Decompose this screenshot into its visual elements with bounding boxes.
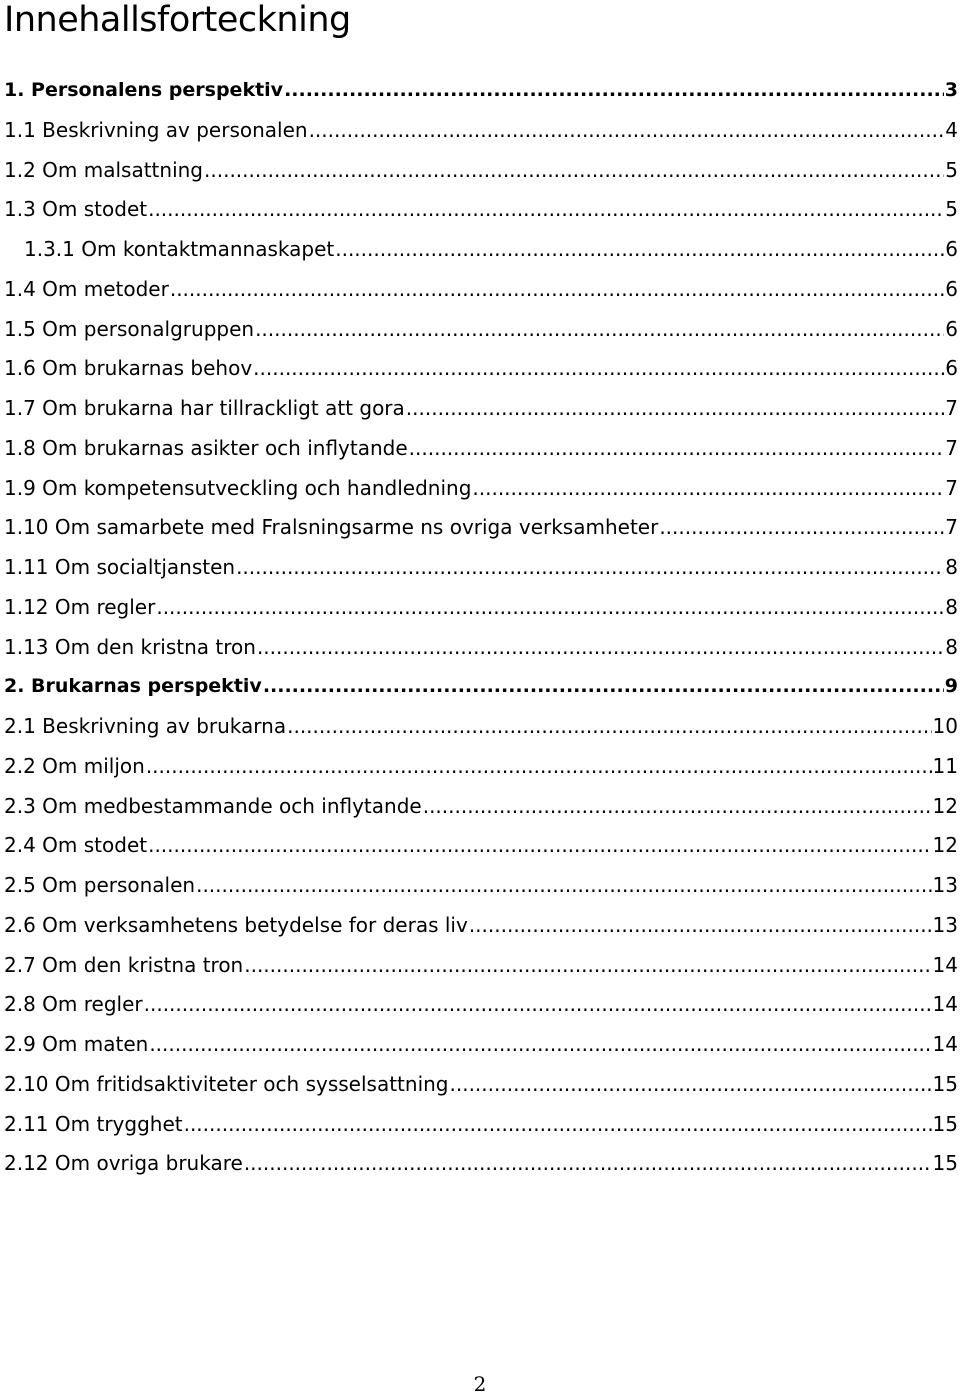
toc-entry-label: 1.7 Om brukarna har tillrackligt att gora [4, 396, 405, 420]
toc-entry-label: 1.1 Beskrivning av personalen [4, 117, 308, 142]
toc-entry-label: 2.10 Om fritidsaktiviteter och sysselsattning [4, 1071, 449, 1096]
toc-entry[interactable] [4, 349, 958, 389]
toc-entry-label: 1.6 Om brukarnas behov [4, 356, 253, 381]
toc-entry[interactable] [4, 588, 958, 628]
toc-entry-page: 3 [944, 79, 958, 101]
toc-dot-leader [472, 469, 944, 509]
toc-entry-page: 5 [945, 197, 958, 222]
toc-entry-page: 6 [945, 237, 958, 261]
toc-entry[interactable] [4, 389, 958, 429]
toc-entry-label: 2.4 Om stodet [4, 833, 148, 858]
toc-entry-label: 1.12 Om regler [4, 594, 156, 619]
toc-entry[interactable] [4, 190, 958, 230]
toc-entry-label: 2.7 Om den kristna tron [4, 952, 244, 977]
toc-entry-page: 6 [945, 276, 958, 301]
toc-entry-label: 1.5 Om personalgruppen [4, 316, 255, 341]
toc-entry[interactable] [4, 1105, 958, 1145]
toc-dot-leader [144, 985, 932, 1025]
toc-dot-leader [255, 310, 944, 350]
toc-entry-page: 7 [945, 475, 958, 500]
toc-dot-leader [284, 71, 944, 111]
toc-entry-page: 8 [945, 634, 958, 659]
toc-entry-label: 1.4 Om metoder [4, 276, 169, 301]
toc-dot-leader [244, 946, 931, 986]
toc-entry-label: 2.8 Om regler [4, 992, 143, 1017]
toc-dot-leader [244, 1144, 932, 1184]
toc-dot-leader [406, 389, 944, 429]
toc-dot-leader [335, 230, 944, 270]
page-number: 2 [473, 1372, 487, 1396]
toc-entry[interactable] [4, 1025, 958, 1065]
toc-entry-label: 1.3.1 Om kontaktmannaskapet [24, 237, 335, 261]
toc-entry-label: 2.11 Om trygghet [4, 1111, 183, 1136]
toc-entry-page: 11 [932, 753, 958, 778]
toc-dot-leader [184, 1105, 932, 1145]
toc-entry-label: 2.5 Om personalen [4, 873, 196, 897]
toc-dot-leader [156, 588, 944, 628]
toc-entry-label: 2.1 Beskrivning av brukarna [4, 714, 287, 738]
toc-entry-page: 8 [945, 555, 958, 579]
toc-dot-leader [236, 548, 944, 588]
toc-entry[interactable] [4, 1144, 958, 1184]
toc-dot-leader [450, 1065, 932, 1105]
toc-entry-page: 15 [932, 1111, 958, 1136]
toc-entry-page: 4 [945, 117, 958, 142]
toc-entry[interactable] [4, 429, 958, 469]
toc-dot-leader [204, 151, 944, 191]
toc-entry[interactable] [4, 826, 958, 866]
toc-entry-label: 1.13 Om den kristna tron [4, 634, 256, 659]
toc-entry[interactable] [4, 707, 958, 747]
toc-dot-leader [149, 1025, 931, 1065]
toc-dot-leader [146, 747, 932, 787]
page-title: Innehallsforteckning [4, 0, 351, 40]
toc-entry-label: 2.9 Om maten [4, 1032, 149, 1056]
toc-entry-page: 15 [932, 1151, 958, 1176]
toc-entry[interactable] [4, 667, 958, 707]
toc-entry-page: 14 [932, 952, 958, 977]
toc-entry-page: 14 [932, 1032, 958, 1056]
toc-entry-page: 15 [932, 1071, 958, 1096]
toc-entry-page: 7 [945, 515, 958, 540]
toc-entry-page: 5 [945, 157, 958, 182]
toc-entry-label: 1.2 Om malsattning [4, 157, 204, 182]
toc-entry-page: 8 [945, 594, 958, 619]
toc-entry-label: 1. Personalens perspektiv [4, 79, 284, 101]
toc-entry[interactable] [4, 548, 958, 588]
toc-entry-page: 13 [932, 873, 958, 897]
toc-entry-label: 1.9 Om kompetensutveckling och handledning [4, 475, 472, 500]
toc-entry[interactable] [4, 1065, 958, 1105]
toc-dot-leader [409, 429, 945, 469]
toc-entry[interactable] [4, 469, 958, 509]
toc-entry[interactable] [4, 310, 958, 350]
toc-entry[interactable] [4, 747, 958, 787]
toc-dot-leader [423, 787, 932, 827]
toc-entry-page: 14 [932, 992, 958, 1017]
table-of-contents [4, 71, 958, 1184]
toc-dot-leader [196, 866, 931, 906]
toc-entry-page: 7 [945, 435, 958, 460]
toc-entry[interactable] [4, 628, 958, 668]
toc-entry[interactable] [4, 270, 958, 310]
toc-dot-leader [287, 707, 931, 747]
toc-entry[interactable] [4, 787, 958, 827]
toc-entry[interactable] [4, 508, 958, 548]
toc-entry-page: 13 [932, 912, 958, 937]
toc-entry-label: 2.3 Om medbestammande och inflytande [4, 793, 422, 818]
toc-dot-leader [253, 349, 944, 389]
toc-entry-label: 1.10 Om samarbete med Fralsningsarme ns ovriga verksamheter [4, 515, 659, 540]
toc-entry-page: 12 [932, 833, 958, 858]
toc-entry[interactable] [4, 71, 958, 111]
toc-entry[interactable] [4, 866, 958, 906]
toc-entry[interactable] [4, 230, 958, 270]
toc-dot-leader [257, 628, 944, 668]
toc-entry[interactable] [4, 151, 958, 191]
toc-entry-label: 2.2 Om miljon [4, 753, 145, 778]
toc-entry-label: 1.3 Om stodet [4, 197, 148, 222]
toc-entry[interactable] [4, 946, 958, 986]
toc-dot-leader [170, 270, 944, 310]
toc-entry-label: 2.6 Om verksamhetens betydelse for deras liv [4, 912, 468, 937]
toc-entry-page: 12 [932, 793, 958, 818]
toc-entry-page: 6 [945, 316, 958, 341]
toc-entry-label: 1.8 Om brukarnas asikter och inflytande [4, 435, 408, 460]
toc-dot-leader [263, 667, 944, 707]
toc-dot-leader [469, 906, 932, 946]
toc-entry-page: 9 [944, 675, 958, 698]
toc-entry-label: 2.12 Om ovriga brukare [4, 1151, 243, 1176]
toc-dot-leader [659, 508, 944, 548]
toc-entry-label: 2. Brukarnas perspektiv [4, 675, 262, 698]
toc-entry-page: 6 [945, 356, 958, 381]
toc-entry[interactable] [4, 111, 958, 151]
toc-dot-leader [148, 190, 944, 230]
toc-dot-leader [148, 826, 931, 866]
toc-entry-page: 7 [945, 396, 958, 420]
toc-entry-label: 1.11 Om socialtjansten [4, 555, 236, 579]
toc-entry[interactable] [4, 906, 958, 946]
toc-entry[interactable] [4, 985, 958, 1025]
toc-entry-page: 10 [932, 714, 958, 738]
toc-dot-leader [309, 111, 945, 151]
